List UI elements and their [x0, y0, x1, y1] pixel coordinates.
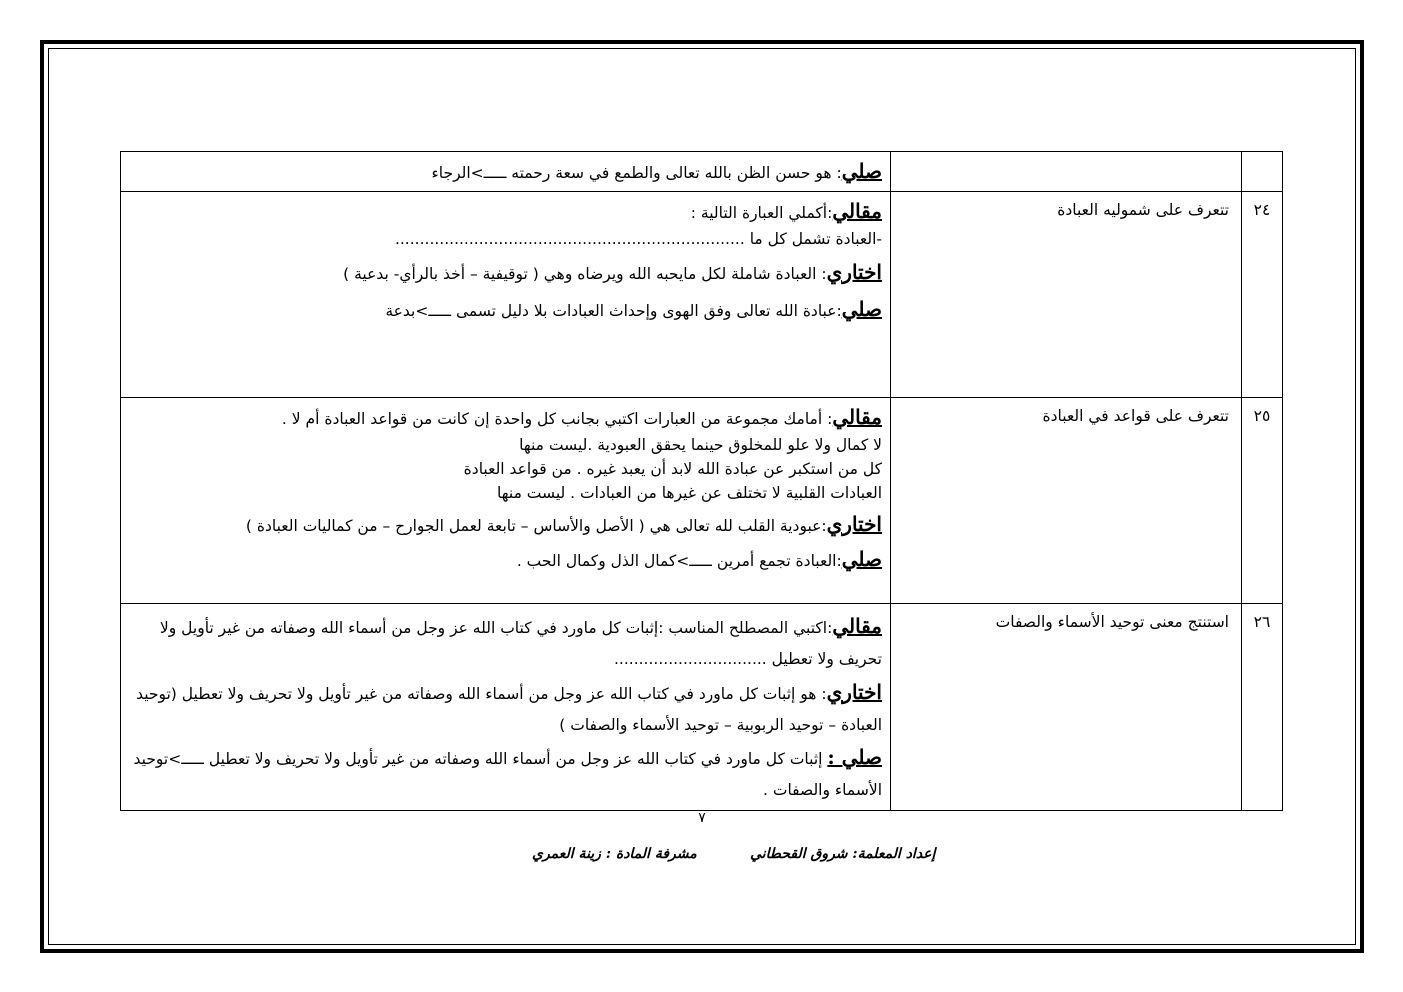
ikhtari-text: :عبودية القلب لله تعالى هي ( الأصل والأساس – تابعة لعمل الجوارح – من كماليات العبادة ) — [245, 517, 827, 536]
row-number — [1242, 152, 1283, 192]
row-activities — [121, 152, 891, 192]
maqali-subline: لا كمال ولا علو للمخلوق حينما يحقق العبودية .ليست منها — [519, 436, 882, 454]
ikhtari-line — [129, 257, 882, 288]
row-objective: تتعرف على شموليه العبادة — [891, 192, 1242, 398]
ikhtari-label: اختاري — [826, 260, 882, 285]
maqali-label: مقالي — [832, 199, 882, 223]
ikhtari-label: اختاري — [826, 512, 882, 537]
maqali-label: مقالي — [832, 614, 882, 638]
maqali-line — [129, 196, 882, 227]
maqali-text: :أكملي العبارة التالية : — [690, 204, 833, 222]
maqali-label: مقالي — [832, 405, 882, 429]
solo-label: صلي : — [827, 745, 882, 770]
maqali-subline: كل من استكبر عن عبادة الله لابد أن يعبد غيره . من قواعد العبادة — [463, 460, 882, 479]
ikhtari-text: : هو إثبات كل ماورد في كتاب الله عز وجل من أسماء الله وصفاته من غير تأويل ولا تحريف ولا تعطيل (توحيد العبادة – توحيد الربوبية – توحيد الأسماء والصفات ) — [136, 684, 882, 734]
ikhtari-line — [129, 509, 882, 540]
solo-line — [129, 739, 882, 805]
row-activities — [121, 192, 891, 398]
row-activities — [121, 398, 891, 604]
row-activities — [121, 604, 891, 811]
ikhtari-text: : العبادة شاملة لكل مايحبه الله ويرضاه وهي ( توقيفية – أخذ بالرأي- بدعية ) — [343, 265, 827, 284]
solo-line — [129, 544, 882, 575]
ikhtari-label: اختاري — [826, 679, 882, 704]
prepared-by-teacher: إعداد المعلمة: شروق القحطاني — [750, 846, 936, 862]
solo-text: : هو حسن الظن بالله تعالى والطمع في سعة رحمته ـــــ>الرجاء — [431, 164, 842, 182]
solo-line — [129, 294, 882, 325]
solo-label: صلي — [841, 547, 882, 572]
solo-line — [129, 156, 882, 187]
maqali-line — [129, 608, 882, 674]
table-row — [121, 152, 1283, 192]
page-number: ٧ — [698, 810, 706, 826]
solo-label: صلي — [841, 159, 882, 183]
row-number: ٢٤ — [1242, 192, 1283, 398]
subject-supervisor: مشرفة المادة : زينة العمري — [532, 846, 697, 862]
table-row — [121, 192, 1283, 398]
row-objective: تتعرف على قواعد في العبادة — [891, 398, 1242, 604]
row-number: ٢٥ — [1242, 398, 1283, 604]
ikhtari-line — [129, 674, 882, 740]
maqali-line — [129, 402, 882, 433]
table-row — [121, 398, 1283, 604]
maqali-subline: العبادات القلبية لا تختلف عن غيرها من العبادات . ليست منها — [497, 484, 882, 503]
solo-text: :العبادة تجمع أمرين ـــــ>كمال الذل وكمال الحب . — [516, 552, 842, 571]
lesson-plan-table — [120, 151, 1283, 811]
solo-text: إثبات كل ماورد في كتاب الله عز وجل من أسماء الله وصفاته من غير تأويل ولا تحريف ولا تعطيل ـــــ>توحيد الأسماء والصفات . — [133, 750, 882, 800]
solo-label: صلي — [841, 297, 882, 322]
table-row — [121, 604, 1283, 811]
solo-text: :عبادة الله تعالى وفق الهوى وإحداث العبادات بلا دليل تسمى ـــــ>بدعة — [385, 302, 842, 321]
row-objective — [891, 152, 1242, 192]
row-number: ٢٦ — [1242, 604, 1283, 811]
maqali-subline: -العبادة تشمل كل ما ....................................................................... — [394, 230, 882, 248]
row-objective: استنتج معنى توحيد الأسماء والصفات — [891, 604, 1242, 811]
maqali-text: :اكتبي المصطلح المناسب :إثبات كل ماورد في كتاب الله عز وجل من أسماء الله وصفاته من غير تأويل ولا تحريف ولا تعطيل ............................... — [159, 619, 882, 668]
maqali-text: : أمامك مجموعة من العبارات اكتبي بجانب كل واحدة إن كانت من قواعد العبادة أم لا . — [281, 410, 833, 428]
